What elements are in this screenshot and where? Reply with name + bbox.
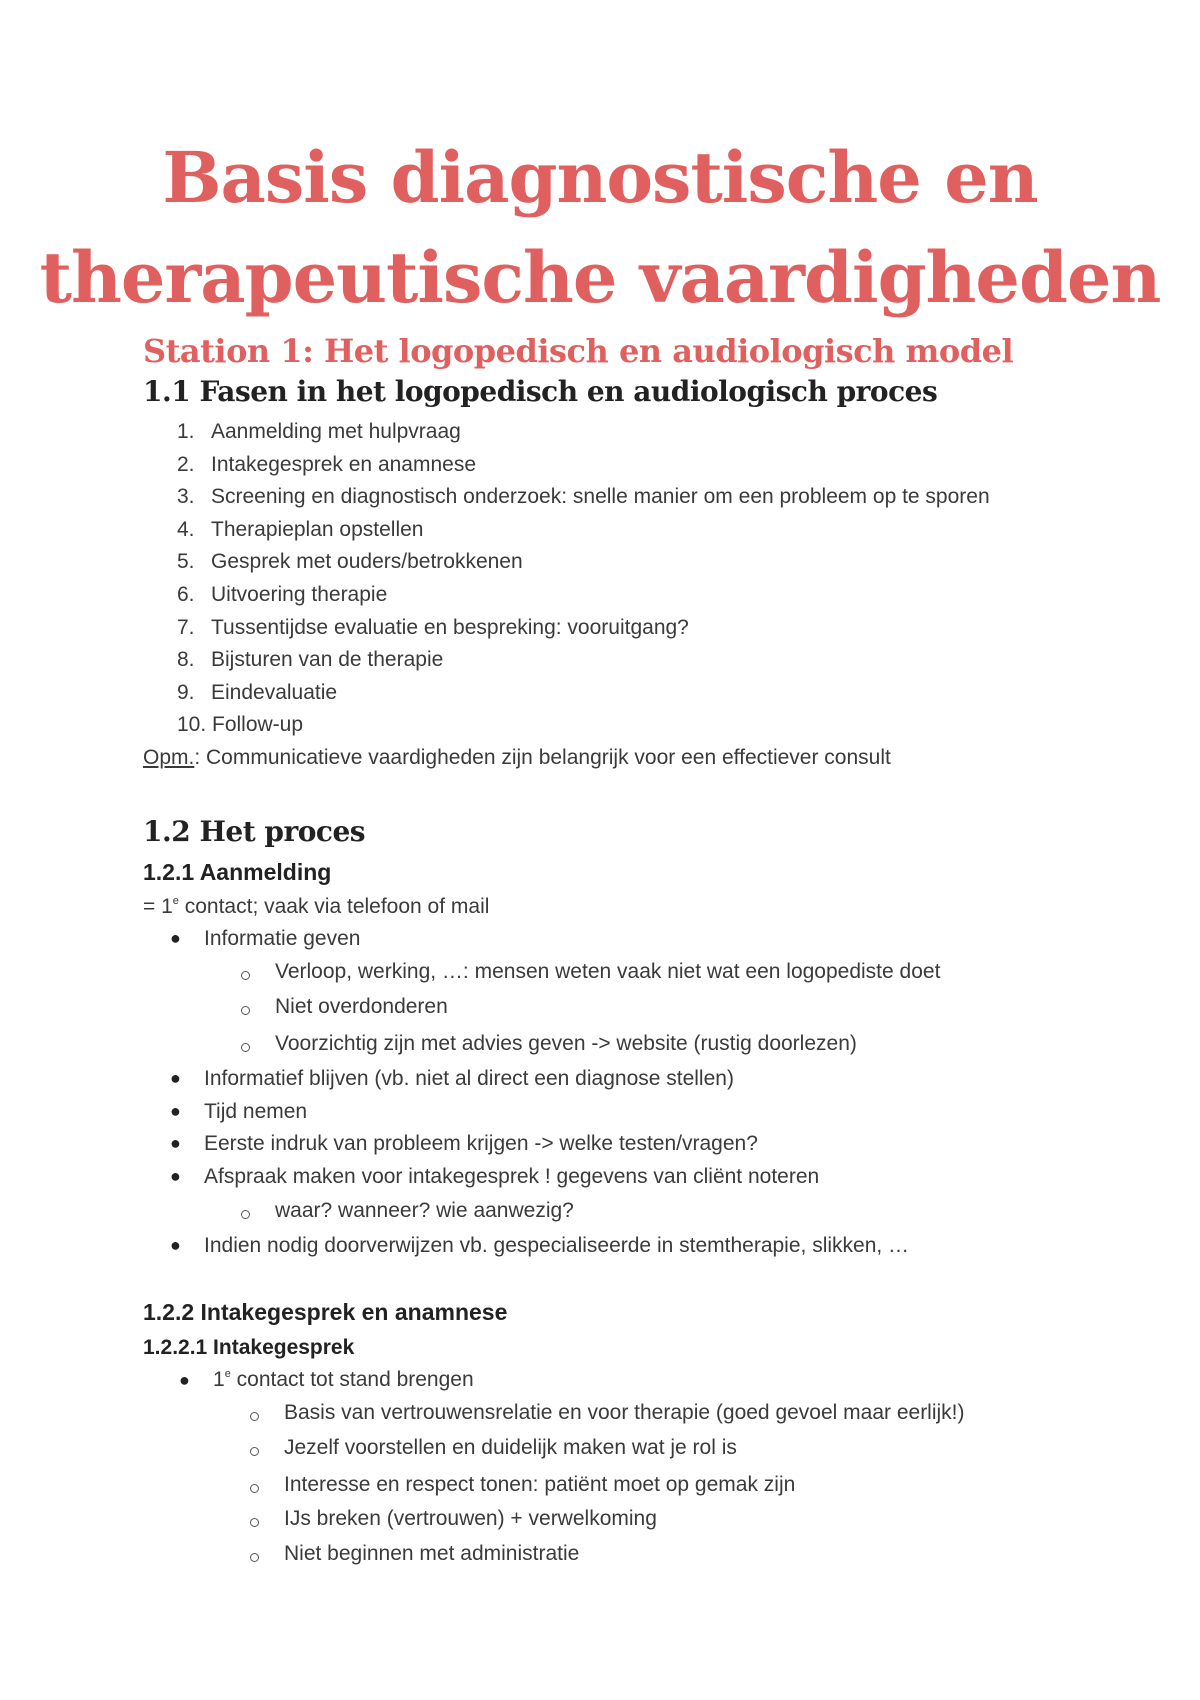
section-1-2-2-heading: 1.2.2 Intakegesprek en anamnese [143, 1299, 508, 1325]
list-item: Indien nodig doorverwijzen vb. gespecialiseerde in stemtherapie, slikken, … [204, 1234, 910, 1257]
bullet-pre: 1 [213, 1368, 225, 1391]
list-item: IJs breken (vertrouwen) + verwelkoming [284, 1507, 657, 1530]
list-text: Therapieplan opstellen [211, 518, 424, 541]
section-1-1-heading: 1.1 Fasen in het logopedisch en audiologisch proces [143, 375, 938, 408]
list-item: Niet overdonderen [275, 995, 448, 1018]
list-item [177, 713, 303, 737]
list-number: 5. [177, 550, 195, 573]
list-item: Interesse en respect tonen: patiënt moet op gemak zijn [284, 1473, 796, 1496]
list-text: Intakegesprek en anamnese [211, 453, 477, 476]
list-text: Screening en diagnostisch onderzoek: snelle manier om een probleem op te sporen [211, 485, 990, 508]
list-text: Tussentijdse evaluatie en bespreking: vooruitgang? [211, 616, 689, 639]
station-heading: Station 1: Het logopedisch en audiologisch model [143, 332, 1014, 370]
note [143, 746, 891, 770]
circle-bullet-icon [250, 1553, 259, 1562]
aanmelding-intro [143, 895, 489, 919]
list-item [177, 681, 337, 705]
document-title [0, 128, 1200, 328]
title-line-1: Basis diagnostische en [162, 136, 1038, 219]
list-item: Basis van vertrouwensrelatie en voor therapie (goed gevoel maar eerlijk!) [284, 1401, 965, 1424]
list-item [213, 1368, 474, 1392]
bullet-icon: ● [170, 1068, 181, 1088]
bullet-sup: e [224, 1368, 231, 1380]
circle-bullet-icon [250, 1412, 259, 1421]
note-label: Opm. [143, 746, 195, 769]
list-item: Verloop, werking, …: mensen weten vaak niet wat een logopediste doet [275, 960, 941, 983]
circle-bullet-icon [241, 1210, 250, 1219]
bullet-icon: ● [170, 1235, 181, 1255]
circle-bullet-icon [250, 1484, 259, 1493]
list-number: 6. [177, 583, 195, 606]
bullet-icon: ● [170, 1133, 181, 1153]
list-item [177, 518, 423, 542]
list-number: 8. [177, 648, 195, 671]
list-item [177, 550, 523, 574]
bullet-icon: ● [170, 928, 181, 948]
list-number: 9. [177, 681, 195, 704]
list-item: Informatief blijven (vb. niet al direct een diagnose stellen) [204, 1067, 734, 1090]
list-text: Aanmelding met hulpvraag [211, 420, 461, 443]
list-number: 3. [177, 485, 195, 508]
list-item: Afspraak maken voor intakegesprek ! gegevens van cliënt noteren [204, 1165, 820, 1188]
bullet-icon: ● [170, 1166, 181, 1186]
note-text: : Communicatieve vaardigheden zijn belangrijk voor een effectiever consult [194, 746, 891, 769]
list-text: Follow-up [212, 713, 304, 736]
list-text: Gesprek met ouders/betrokkenen [211, 550, 523, 573]
list-number: 10. [177, 713, 207, 736]
intro-sup: e [172, 895, 179, 907]
list-item [177, 616, 689, 640]
list-number: 1. [177, 420, 195, 443]
circle-bullet-icon [250, 1447, 259, 1456]
list-item [177, 485, 990, 509]
section-1-2-heading: 1.2 Het proces [143, 815, 366, 848]
list-item: Tijd nemen [204, 1100, 308, 1123]
circle-bullet-icon [250, 1518, 259, 1527]
list-item: waar? wanneer? wie aanwezig? [275, 1199, 574, 1222]
title-line-2: therapeutische vaardigheden [39, 236, 1161, 319]
list-item: Jezelf voorstellen en duidelijk maken wat je rol is [284, 1436, 737, 1459]
list-text: Bijsturen van de therapie [211, 648, 444, 671]
list-number: 4. [177, 518, 195, 541]
circle-bullet-icon [241, 1006, 250, 1015]
section-1-2-1-heading: 1.2.1 Aanmelding [143, 859, 332, 885]
list-item: Informatie geven [204, 927, 361, 950]
circle-bullet-icon [241, 1043, 250, 1052]
bullet-post: contact tot stand brengen [230, 1368, 474, 1391]
section-1-2-2-1-heading: 1.2.2.1 Intakegesprek [143, 1336, 355, 1359]
list-item [177, 648, 443, 672]
list-item: Voorzichtig zijn met advies geven -> website (rustig doorlezen) [275, 1032, 857, 1055]
list-item [177, 453, 476, 477]
list-text: Uitvoering therapie [211, 583, 388, 606]
list-text: Eindevaluatie [211, 681, 338, 704]
list-item: Niet beginnen met administratie [284, 1542, 580, 1565]
list-item: Eerste indruk van probleem krijgen -> welke testen/vragen? [204, 1132, 758, 1155]
list-number: 7. [177, 616, 195, 639]
list-number: 2. [177, 453, 195, 476]
bullet-icon: ● [179, 1370, 190, 1390]
circle-bullet-icon [241, 971, 250, 980]
intro-pre: = 1 [143, 895, 173, 918]
intro-post: contact; vaak via telefoon of mail [178, 895, 490, 918]
bullet-icon: ● [170, 1101, 181, 1121]
list-item [177, 583, 387, 607]
list-item [177, 420, 461, 444]
